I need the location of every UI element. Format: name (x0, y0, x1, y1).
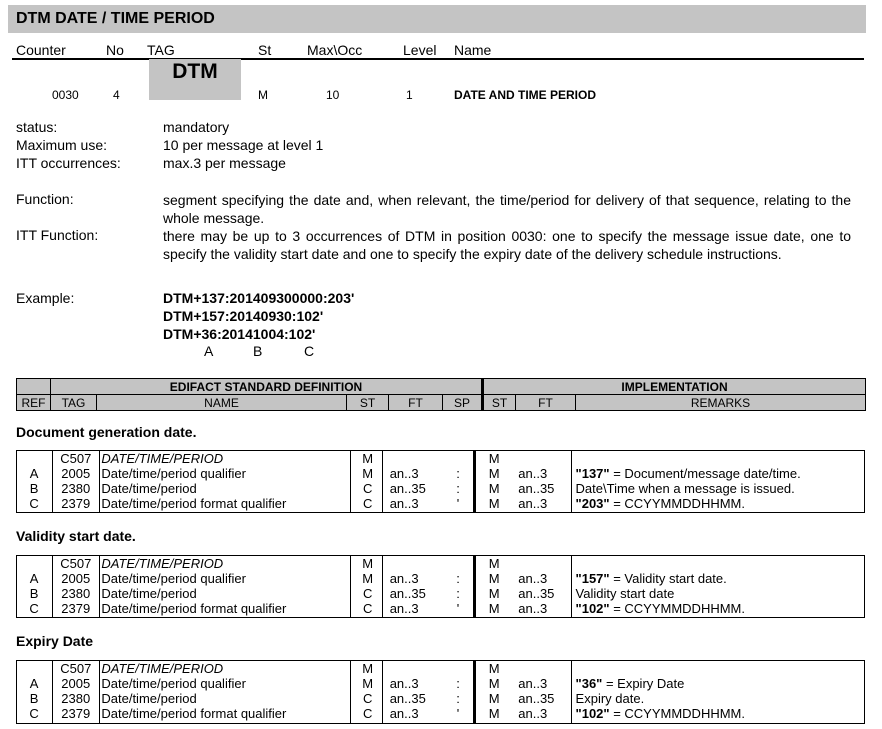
cell-st2: M (488, 481, 500, 496)
page-title: DTM DATE / TIME PERIOD (16, 10, 215, 27)
table-row (16, 661, 865, 676)
cell-ft (384, 661, 440, 676)
remark-text: Expiry date. (575, 691, 645, 706)
status-label: status: (16, 119, 58, 135)
cell-tag: 2005 (61, 466, 91, 481)
cell-st: C (362, 706, 373, 721)
header-name: Name (454, 42, 492, 58)
table-row (16, 466, 865, 481)
cell-st2: M (488, 601, 500, 616)
cell-sp: ' (456, 706, 460, 721)
cell-st: C (362, 691, 373, 706)
cell-ref: B (29, 481, 39, 496)
cell-name: DATE/TIME/PERIOD (101, 451, 224, 466)
cell-remarks (574, 451, 865, 466)
cell-st: M (362, 466, 374, 481)
block-heading-2: Validity start date. (16, 528, 136, 544)
cell-ft: an..3 (389, 571, 419, 586)
example-marker-c: C (304, 343, 315, 359)
cell-name: Date/time/period qualifier (101, 466, 246, 481)
remark-code: "102" (575, 601, 610, 616)
cell-remarks (574, 571, 865, 586)
cell-ft: an..3 (389, 496, 419, 511)
cell-ref: C (29, 601, 39, 616)
cell-tag: 2379 (61, 601, 91, 616)
cell-sp: : (456, 691, 460, 706)
cell-tag: C507 (60, 451, 92, 466)
cell-sp: ' (456, 601, 460, 616)
col-sp: SP (443, 395, 483, 411)
cell-ref: A (29, 676, 39, 691)
block-heading-1: Document generation date. (16, 424, 197, 440)
cell-name: Date/time/period (101, 586, 197, 601)
remark-text: = CCYYMMDDHHMM. (609, 601, 745, 616)
cell-st2: M (488, 676, 500, 691)
segment-block-3 (16, 661, 865, 721)
remark-code: "157" (575, 571, 610, 586)
header-maxocc: Max\Occ (307, 42, 363, 58)
cell-ft (384, 451, 440, 466)
cell-ref (16, 661, 52, 676)
cell-sp: : (456, 571, 460, 586)
cell-ft2: an..3 (518, 571, 548, 586)
remark-text: Validity start date (575, 586, 675, 601)
cell-st: C (362, 601, 373, 616)
cell-tag: 2380 (61, 691, 91, 706)
cell-name: Date/time/period (101, 481, 197, 496)
cell-ref (16, 556, 52, 571)
cell-st2: M (488, 691, 500, 706)
cell-tag: 2379 (61, 706, 91, 721)
cell-ft2 (512, 661, 573, 676)
table-row (16, 451, 865, 466)
remark-code: "203" (575, 496, 610, 511)
cell-ft: an..3 (389, 706, 419, 721)
cell-ft2: an..35 (518, 586, 555, 601)
cell-ref: A (29, 571, 39, 586)
segment-block-2 (16, 556, 865, 616)
cell-tag: C507 (60, 661, 92, 676)
itt-occ-label: ITT occurrences: (16, 155, 121, 171)
cell-name: Date/time/period qualifier (101, 571, 246, 586)
col-st: ST (347, 395, 389, 411)
cell-remarks (574, 691, 865, 706)
cell-ref: C (29, 706, 39, 721)
cell-st2: M (488, 586, 500, 601)
cell-name: Date/time/period format qualifier (101, 496, 287, 511)
remark-text: = CCYYMMDDHHMM. (609, 496, 745, 511)
cell-ft2: an..35 (518, 481, 555, 496)
cell-name: Date/time/period format qualifier (101, 601, 287, 616)
cell-sp (440, 661, 476, 676)
cell-st: M (362, 451, 374, 466)
table-row (16, 706, 865, 721)
col-ft: FT (389, 395, 443, 411)
cell-st: M (362, 571, 374, 586)
cell-tag: 2005 (61, 676, 91, 691)
remark-code: "137" (575, 466, 610, 481)
example-line-2: DTM+157:20140930:102' (163, 308, 324, 324)
cell-ft: an..3 (389, 466, 419, 481)
cell-remarks (574, 481, 865, 496)
maxuse-value: 10 per message at level 1 (163, 137, 324, 153)
example-line-1: DTM+137:201409300000:203' (163, 290, 355, 306)
cell-ft2: an..3 (518, 676, 548, 691)
cell-remarks (574, 601, 865, 616)
table-row (16, 571, 865, 586)
example-marker-a: A (204, 343, 214, 359)
header-level: Level (403, 42, 437, 58)
segment-name: DATE AND TIME PERIOD (454, 88, 597, 102)
cell-ft2: an..35 (518, 691, 555, 706)
cell-name: Date/time/period format qualifier (101, 706, 287, 721)
block-heading-3: Expiry Date (16, 633, 94, 649)
cell-name: Date/time/period (101, 691, 197, 706)
cell-ft2: an..3 (518, 466, 548, 481)
cell-ft: an..3 (389, 676, 419, 691)
cell-ref (16, 451, 52, 466)
segment-no: 4 (113, 88, 120, 102)
cell-st2: M (488, 661, 500, 676)
cell-st: C (362, 586, 373, 601)
cell-remarks (574, 706, 865, 721)
remark-code: "36" (575, 676, 603, 691)
segment-tag: DTM (172, 60, 218, 83)
cell-st: M (362, 556, 374, 571)
status-value: mandatory (163, 119, 230, 135)
header-st: St (258, 42, 272, 58)
cell-sp: : (456, 586, 460, 601)
cell-sp: ' (456, 496, 460, 511)
cell-remarks (574, 676, 865, 691)
example-label: Example: (16, 290, 75, 306)
cell-st: M (362, 676, 374, 691)
cell-ref: A (29, 466, 39, 481)
table-row (16, 496, 865, 511)
cell-tag: 2379 (61, 496, 91, 511)
cell-st2: M (488, 466, 500, 481)
cell-tag: 2005 (61, 571, 91, 586)
cell-tag: 2380 (61, 586, 91, 601)
table-row (16, 556, 865, 571)
cell-ft2: an..3 (518, 496, 548, 511)
col-name: NAME (97, 395, 347, 411)
header-tag: TAG (147, 42, 175, 58)
col-tag: TAG (51, 395, 97, 411)
cell-st: C (362, 481, 373, 496)
example-marker-b: B (253, 343, 263, 359)
cell-remarks (574, 466, 865, 481)
cell-ref: B (29, 586, 39, 601)
cell-sp: : (456, 481, 460, 496)
cell-ref: B (29, 691, 39, 706)
cell-name: DATE/TIME/PERIOD (101, 556, 224, 571)
cell-sp (440, 451, 476, 466)
table-row (16, 691, 865, 706)
function-value: segment specifying the date and, when relevant, the time/period for delivery of that sequence, relating to the whole message. (163, 192, 851, 226)
segment-st: M (258, 88, 268, 102)
cell-st2: M (488, 556, 500, 571)
remark-text: = CCYYMMDDHHMM. (609, 706, 745, 721)
table-row (16, 481, 865, 496)
itt-occ-value: max.3 per message (163, 155, 286, 171)
cell-remarks (574, 586, 865, 601)
cell-ft: an..35 (389, 481, 426, 496)
cell-sp: : (456, 676, 460, 691)
implementation-heading: IMPLEMENTATION (483, 379, 866, 395)
cell-ft: an..3 (389, 601, 419, 616)
cell-tag: 2380 (61, 481, 91, 496)
remark-text: = Document/message date/time. (609, 466, 801, 481)
cell-st2: M (488, 451, 500, 466)
itt-function-value: there may be up to 3 occurrences of DTM in position 0030: one to specify the message issue date, one to specify the validity start date and one to specify the expiry date of the delivery schedule instructions. (163, 228, 851, 262)
cell-ref: C (29, 496, 39, 511)
cell-sp: : (456, 466, 460, 481)
cell-st: M (362, 661, 374, 676)
cell-ft: an..35 (389, 691, 426, 706)
cell-st2: M (488, 571, 500, 586)
cell-name: DATE/TIME/PERIOD (101, 661, 224, 676)
maxuse-label: Maximum use: (16, 137, 108, 153)
table-row (16, 586, 865, 601)
edifact-standard-definition: EDIFACT STANDARD DEFINITION (51, 379, 483, 395)
function-label: Function: (16, 191, 74, 207)
cell-st: C (362, 496, 373, 511)
segment-block-1 (16, 451, 865, 511)
cell-tag: C507 (60, 556, 92, 571)
table-row (16, 676, 865, 691)
cell-sp (440, 556, 476, 571)
table-row (16, 601, 865, 616)
remark-text: = Validity start date. (609, 571, 727, 586)
segment-level: 1 (406, 88, 413, 102)
segment-counter: 0030 (52, 88, 79, 102)
cell-ft: an..35 (389, 586, 426, 601)
cell-ft (384, 556, 440, 571)
cell-remarks (574, 661, 865, 676)
col-remarks: REMARKS (576, 395, 866, 411)
col-ref: REF (17, 395, 51, 411)
itt-function-label: ITT Function: (16, 227, 99, 243)
col-st-impl: ST (483, 395, 516, 411)
header-counter: Counter (16, 42, 66, 58)
segment-maxocc: 10 (326, 88, 340, 102)
cell-remarks (574, 496, 865, 511)
cell-st2: M (488, 496, 500, 511)
example-line-3: DTM+36:20141004:102' (163, 326, 316, 342)
remark-code: "102" (575, 706, 610, 721)
cell-st2: M (488, 706, 500, 721)
cell-ft2 (512, 556, 573, 571)
cell-ft2: an..3 (518, 706, 548, 721)
cell-remarks (574, 556, 865, 571)
cell-ft2: an..3 (518, 601, 548, 616)
col-ft-impl: FT (516, 395, 576, 411)
remark-text: Date\Time when a message is issued. (575, 481, 795, 496)
cell-name: Date/time/period qualifier (101, 676, 246, 691)
cell-ft2 (512, 451, 573, 466)
header-no: No (106, 42, 124, 58)
remark-text: = Expiry Date (602, 676, 685, 691)
